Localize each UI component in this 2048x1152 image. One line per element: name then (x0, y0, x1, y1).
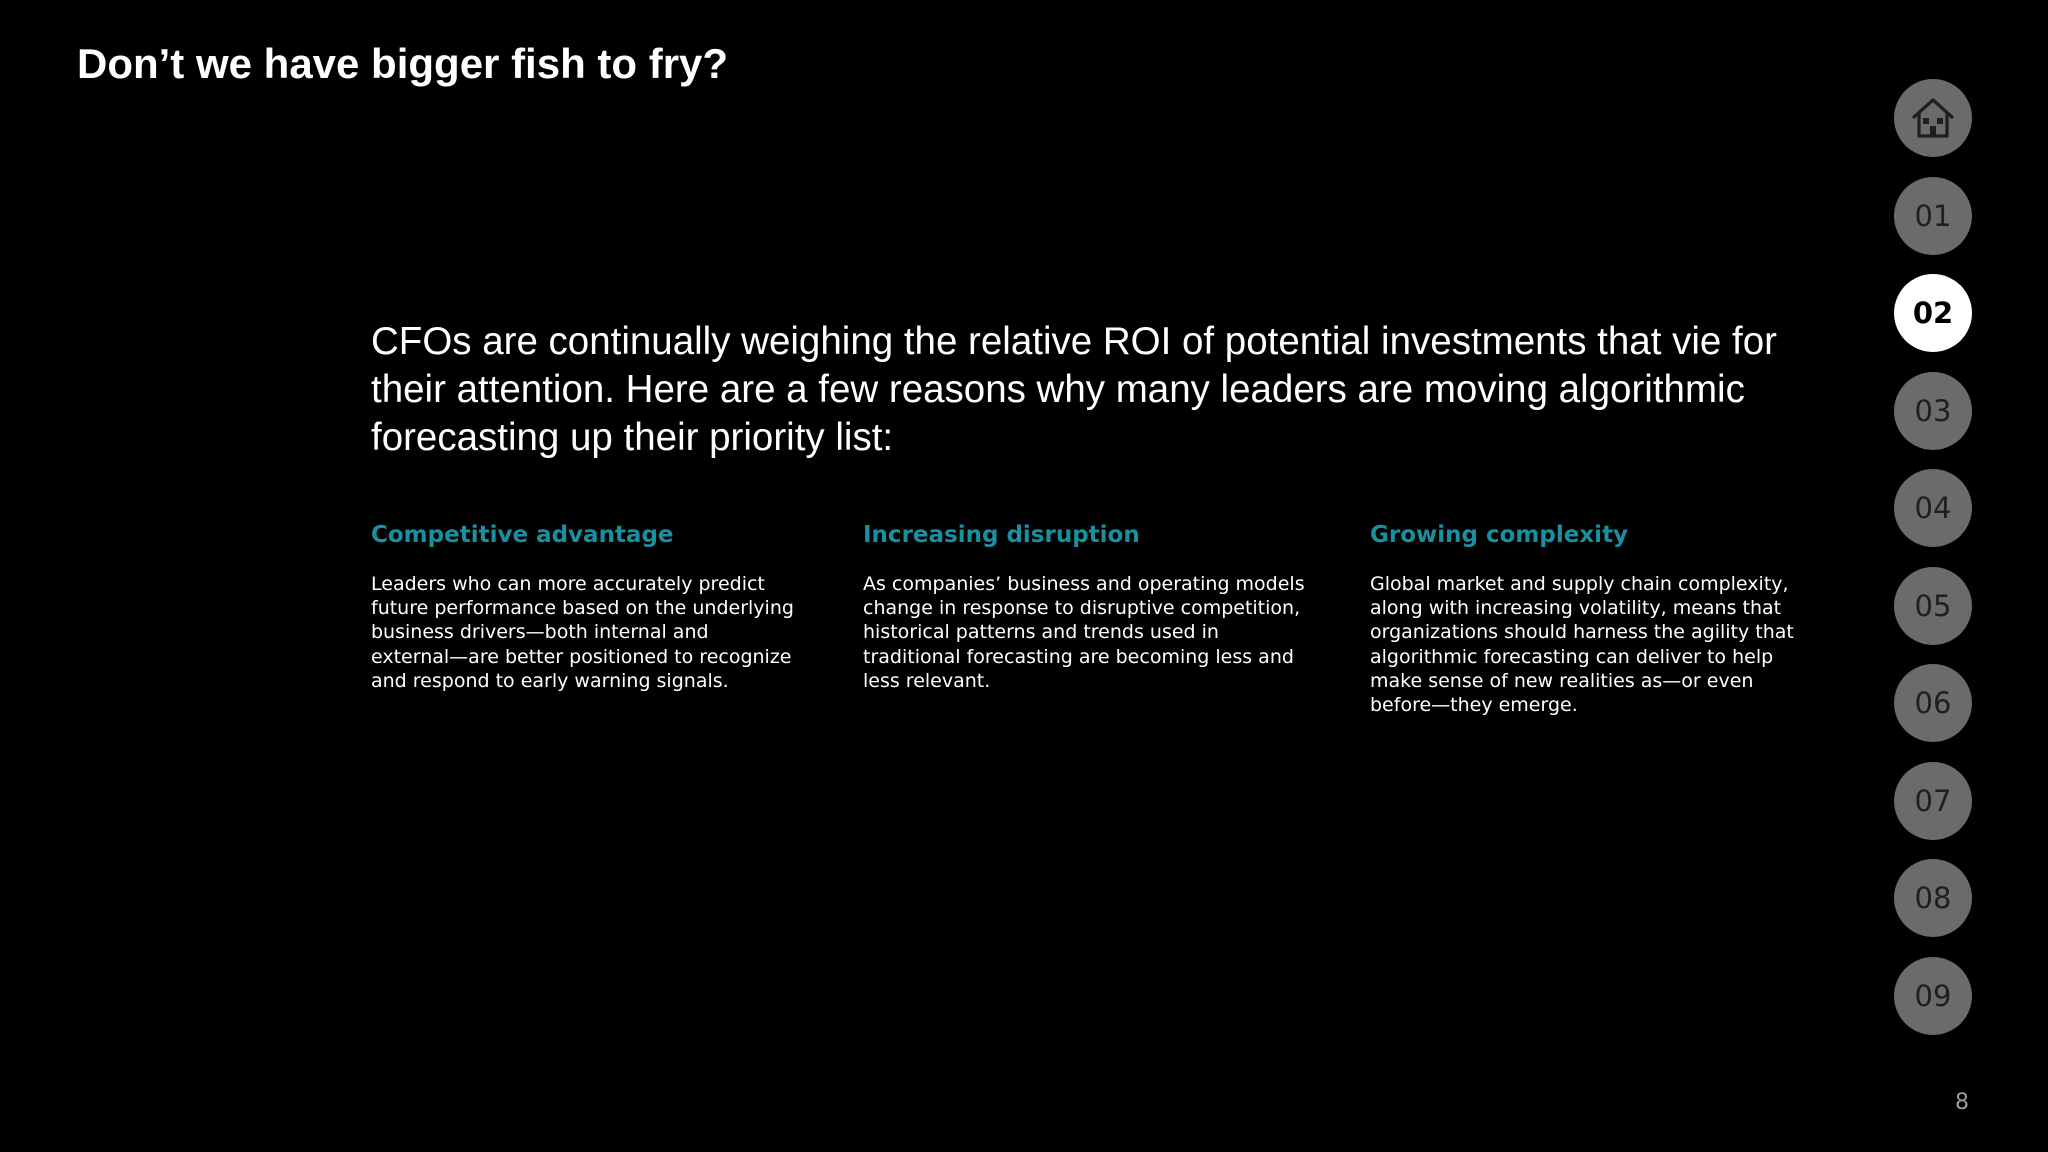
slide-title: Don’t we have bigger fish to fry? (77, 40, 729, 87)
column-heading: Growing complexity (1370, 522, 1629, 548)
nav-section-09[interactable]: 09 (1894, 957, 1972, 1035)
nav-section-03[interactable]: 03 (1894, 372, 1972, 450)
nav-section-08[interactable]: 08 (1894, 859, 1972, 937)
column-body: Leaders who can more accurately predict future performance based on the underlying business drivers—both internal and external—are better positioned to recognize and respond to early warning signals. (371, 573, 794, 692)
column-competitive-advantage (371, 520, 811, 693)
nav-section-07[interactable]: 07 (1894, 762, 1972, 840)
nav-section-02[interactable]: 02 (1894, 274, 1972, 352)
home-icon (1908, 93, 1958, 143)
section-nav (1894, 79, 1972, 1054)
column-growing-complexity (1370, 520, 1830, 717)
nav-section-06[interactable]: 06 (1894, 664, 1972, 742)
column-body: As companies’ business and operating models change in response to disruptive competition, historical patterns and trends used in traditional forecasting are becoming less and less relevant. (863, 573, 1305, 692)
nav-section-04[interactable]: 04 (1894, 469, 1972, 547)
column-increasing-disruption (863, 520, 1323, 693)
nav-section-05[interactable]: 05 (1894, 567, 1972, 645)
intro-paragraph: CFOs are continually weighing the relative ROI of potential investments that vie for their attention. Here are a few reasons why many leaders are moving algorithmic forecasting up their priority list: (371, 320, 1777, 459)
column-heading: Increasing disruption (863, 522, 1140, 548)
home-button[interactable] (1894, 79, 1972, 157)
page-number: 8 (1955, 1090, 1969, 1115)
nav-section-01[interactable]: 01 (1894, 177, 1972, 255)
column-heading: Competitive advantage (371, 522, 674, 548)
column-body: Global market and supply chain complexity, along with increasing volatility, means that organizations should harness the agility that algorithmic forecasting can deliver to help make sense of new realities as—or even before—they emerge. (1370, 573, 1794, 717)
